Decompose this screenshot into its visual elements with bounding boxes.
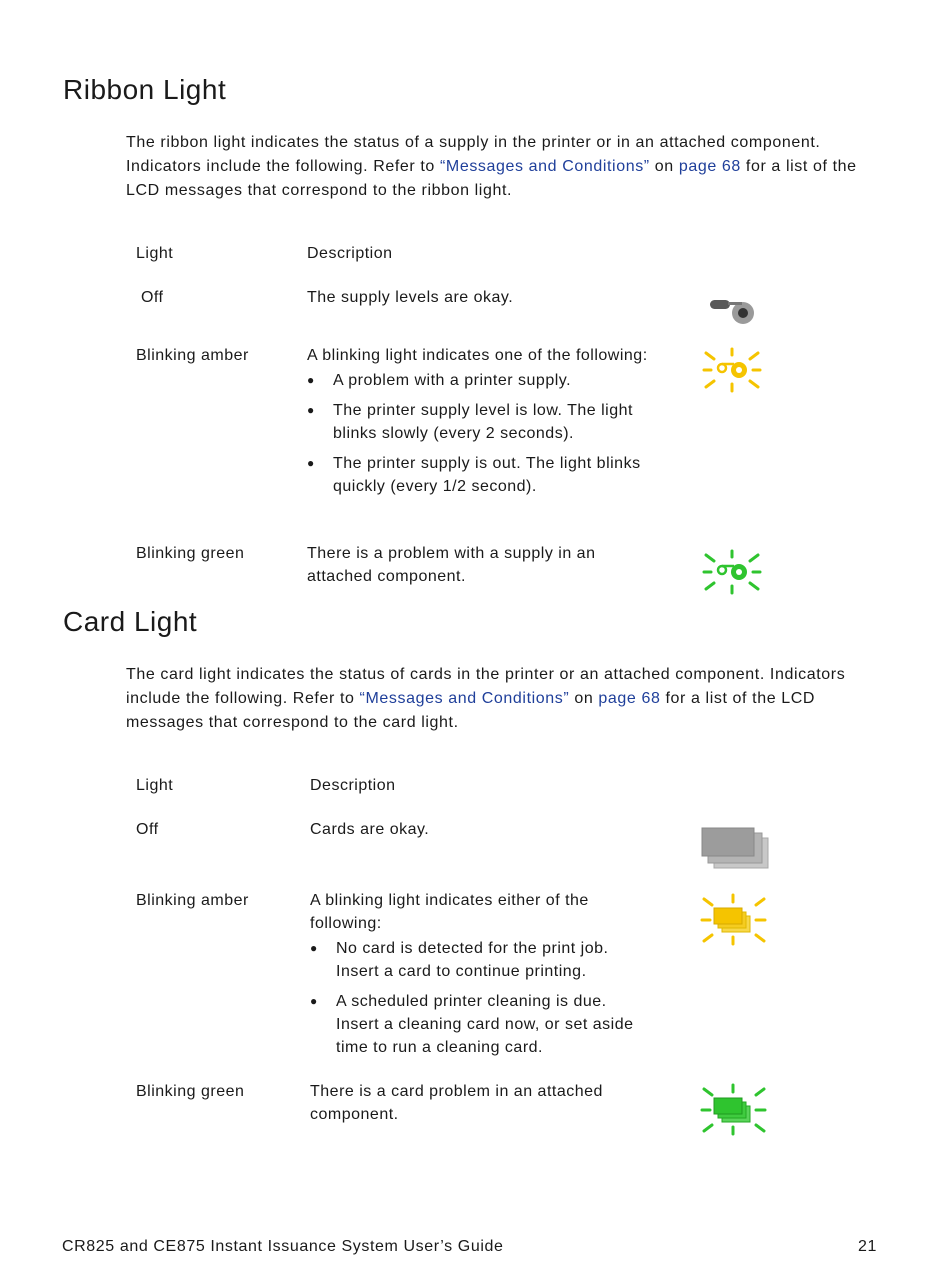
light-state-label: Off	[136, 821, 159, 838]
page-68-link[interactable]: page 68	[598, 690, 661, 707]
light-state-label: Blinking green	[136, 1083, 245, 1100]
list-item-text: The printer supply level is low. The light blinks slowly (every 2 seconds).	[333, 402, 633, 442]
light-state-label: Blinking amber	[136, 347, 249, 364]
ribbon-green-icon	[700, 548, 764, 596]
ribbon-off-icon	[706, 296, 762, 326]
section-title-card-light: Card Light	[63, 606, 198, 637]
light-state-description	[307, 344, 652, 505]
footer-page-number: 21	[858, 1238, 877, 1255]
list-item	[310, 937, 645, 983]
bullet-list	[310, 937, 645, 1059]
light-state-description: There is a problem with a supply in an attached component.	[307, 545, 596, 585]
card-intro-text-end: for a list of the LCD messages that correspond to the card light.	[126, 690, 816, 731]
list-item-text: A problem with a printer supply.	[333, 372, 572, 389]
light-state-description: Cards are okay.	[310, 821, 430, 838]
bullet-icon: ●	[307, 403, 315, 417]
list-item-text: No card is detected for the print job. Insert a card to continue printing.	[336, 940, 609, 980]
card-off-icon	[700, 826, 772, 872]
list-item	[307, 399, 652, 445]
list-item	[307, 369, 652, 392]
list-item-text: A scheduled printer cleaning is due. Insert a cleaning card now, or set aside time to run a cleaning card.	[336, 993, 634, 1056]
bullet-icon: ●	[310, 941, 318, 955]
bullet-icon: ●	[307, 373, 315, 387]
card-green-icon	[699, 1082, 771, 1138]
light-state-label: Blinking green	[136, 545, 245, 562]
card-intro-text: The card light indicates the status of cards in the printer or an attached component. Indicators include the following. Refer to	[126, 666, 846, 707]
list-item	[307, 452, 652, 498]
bullet-list	[307, 369, 652, 498]
messages-conditions-link[interactable]: “Messages and Conditions”	[439, 158, 650, 175]
list-item	[310, 990, 645, 1059]
ribbon-intro-text-on: on	[649, 158, 679, 175]
bullet-icon: ●	[307, 456, 315, 470]
section-title-ribbon-light: Ribbon Light	[63, 74, 227, 105]
light-state-label: Blinking amber	[136, 892, 249, 909]
ribbon-amber-icon	[700, 346, 764, 394]
column-header-description: Description	[310, 777, 396, 794]
page-68-link[interactable]: page 68	[678, 158, 741, 175]
ribbon-intro-text: The ribbon light indicates the status of a supply in the printer or in an attached component. Indicators include the following. Refer to	[126, 134, 821, 175]
light-state-description: The supply levels are okay.	[307, 289, 514, 306]
list-item-text: The printer supply is out. The light blinks quickly (every 1/2 second).	[333, 455, 641, 495]
light-state-description	[310, 889, 645, 1066]
ribbon-intro-text-end: for a list of the LCD messages that correspond to the ribbon light.	[126, 158, 857, 199]
column-header-light: Light	[136, 777, 174, 794]
card-intro-paragraph	[126, 663, 886, 735]
column-header-light: Light	[136, 245, 174, 262]
column-header-description: Description	[307, 245, 393, 262]
footer-document-title: CR825 and CE875 Instant Issuance System User’s Guide	[62, 1238, 504, 1255]
light-state-description: There is a card problem in an attached component.	[310, 1083, 603, 1123]
messages-conditions-link[interactable]: “Messages and Conditions”	[359, 690, 570, 707]
ribbon-intro-paragraph	[126, 131, 886, 203]
light-state-label: Off	[136, 289, 164, 306]
description-text: A blinking light indicates either of the following:	[310, 892, 589, 932]
card-amber-icon	[699, 892, 771, 948]
description-text: A blinking light indicates one of the following:	[307, 347, 648, 364]
card-intro-text-on: on	[569, 690, 599, 707]
bullet-icon: ●	[310, 994, 318, 1008]
